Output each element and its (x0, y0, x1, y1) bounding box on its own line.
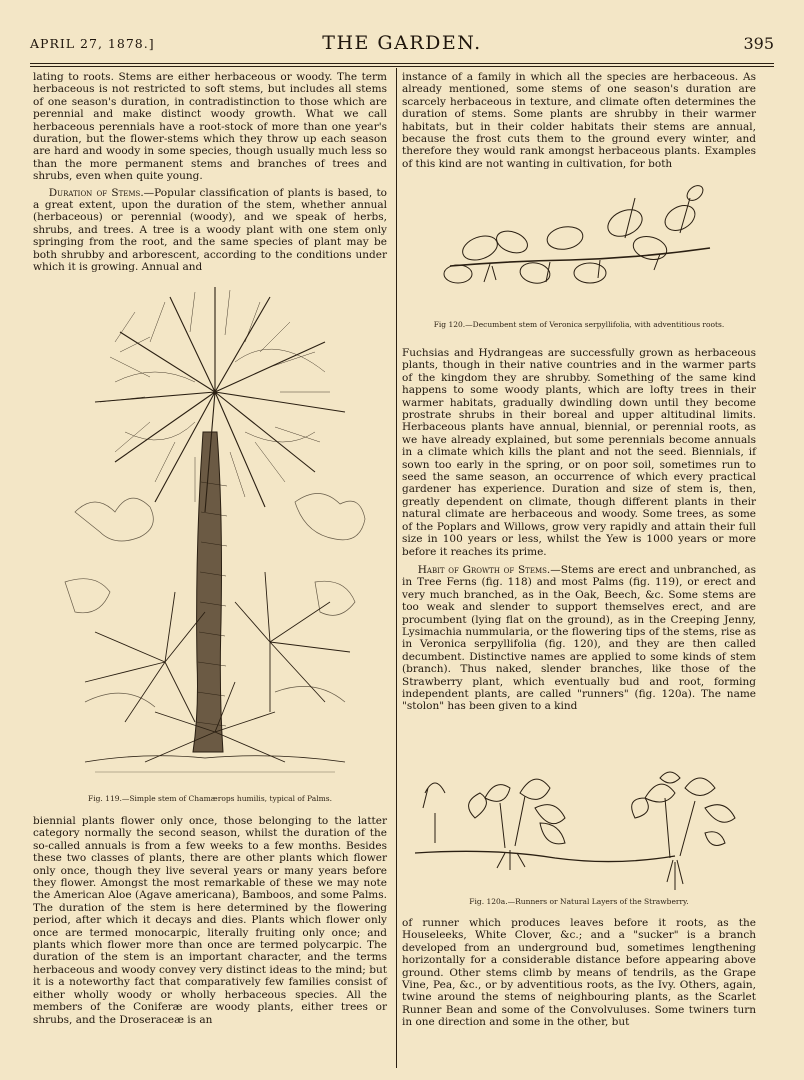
paragraph: Fuchsias and Hydrangeas are successfully grown as herbaceous plants, though in their native countries and in the warmer parts of the kingdom they are shrubby. Something of the same kind happens to some woody plants, which are lofty trees in their warmer habitats, gradually dwindling down until they become prostrate shrubs in their boreal and upper altitudinal limits. Herbaceous plants have annual, biennial, or perennial roots, as we have already explained, but some perennials become annuals in a climate which kills the plant and not the seed. Biennials, if sown too early in the spring, or on poor soil, sometimes run to seed the same season, an occurrence of which every practical gardener has experience. Duration and size of stem is, then, greatly dependent on climate, though different plants in their natural climate are herbaceous and woody. Some trees, as some of the Poplars and Willows, grow very rapidly and attain their full size in 100 years or less, whilst the Yew is 1000 years or more before it reaches its prime. (402, 347, 756, 558)
palm-illustration (55, 282, 375, 787)
right-column-top (402, 71, 756, 170)
right-column-middle (402, 347, 756, 713)
header-rule-thin (30, 66, 774, 67)
veronica-illustration (440, 178, 720, 308)
strawberry-illustration (405, 758, 760, 893)
left-column-top (33, 71, 387, 274)
page-number: 395 (743, 34, 774, 53)
paragraph: instance of a family in which all the species are herbaceous. As already mentioned, some stems of one season's duration are scarcely herbaceous in texture, and climate often determines the duration of stems. Some plants are shrubby in their warmer habitats, but in their colder habitats their stems are annual, because the frost cuts them to the ground every winter, and therefore they would rank amongst herbaceous plants. Examples of this kind are not wanting in cultivation, for both (402, 71, 756, 170)
left-column-bottom (33, 815, 387, 1026)
header-rule (30, 63, 774, 64)
paragraph: biennial plants flower only once, those belonging to the latter category normally the second season, whilst the duration of the so-called annuals is from a few weeks to a few months. Besides these two classes of plants, there are other plants which flower only once, though they live several years or many years before they flower. Amongst the most remarkable of these we may note the American Aloe (Agave americana), Bamboos, and some Palms. The duration of the stem is here determined by the flowering period, after which it decays and dies. Plants which flower only once are termed monocarpic, literally fruiting only once; and plants which flower more than once are termed polycarpic. The duration of the stem is an important character, and the terms herbaceous and woody convey very distinct ideas to the mind; but it is a noteworthy fact that comparatively few families consist of either wholly woody or wholly herbaceous species. All the members of the Coniferæ are woody plants, either trees or shrubs, and the Droseraceæ is an (33, 815, 387, 1026)
publication-title: THE GARDEN. (322, 32, 482, 54)
paragraph: Habit of Growth of Stems.—Stems are erect and unbranched, as in Tree Ferns (fig. 118) and most Palms (fig. 119), or erect and very much branched, as in the Oak, Beech, &c. Some stems are too weak and slender to support themselves erect, and are procumbent (lying flat on the ground), as in the Creeping Jenny, Lysimachia nummularia, or the flowering tips of the stems, rise as in Veronica serpyllifolia (fig. 120), and they are then called decumbent. Distinctive names are applied to some kinds of stem (branch). Thus naked, slender branches, like those of the Strawberry plant, which eventually bud and root, forming independent plants, are called "runners" (fig. 120a). The name "stolon" has been given to a kind (402, 563, 756, 713)
paragraph: lating to roots. Stems are either herbaceous or woody. The term herbaceous is not restricted to soft stems, but includes all stems of one season's duration, in contradistinction to those which are perennial and make distinct woody growth. What we call herbaceous perennials have a root-stock of more than one year's duration, but the flower-stems which they throw up each season are hard and woody in some species, though usually much less so than the more permanent stems and branches of trees and shrubs, even when quite young. (33, 71, 387, 183)
issue-date: APRIL 27, 1878.] (30, 36, 155, 51)
fig120-caption: Fig 120.—Decumbent stem of Veronica serpyllifolia, with adventitious roots. (433, 320, 725, 329)
right-column-bottom (402, 917, 756, 1029)
section-heading: Habit of Growth of Stems. (417, 563, 551, 576)
column-divider (396, 68, 397, 1068)
fig119-caption: Fig. 119.—Simple stem of Chamærops humilis, typical of Palms. (88, 794, 332, 803)
paragraph: of runner which produces leaves before it roots, as the Houseleeks, White Clover, &c.; and a "sucker" is a branch developed from an underground bud, sometimes lengthening horizontally for a considerable distance before appearing above ground. Other stems climb by means of tendrils, as the Grape Vine, Pea, &c., or by adventitious roots, as the Ivy. Others, again, twine around the stems of neighbouring plants, as the Scarlet Runner Bean and some of the Convolvuluses. Some twiners turn in one direction and some in the other, but (402, 917, 756, 1029)
section-heading: Duration of Stems. (48, 186, 144, 199)
fig120a-caption: Fig. 120a.—Runners or Natural Layers of the Strawberry. (469, 897, 689, 906)
paragraph: Duration of Stems.—Popular classification of plants is based, to a great extent, upon the duration of the stem, whether annual (herbaceous) or perennial (woody), and we speak of herbs, shrubs, and trees. A tree is a woody plant with one stem only springing from the root, and the same species of plant may be both shrubby and arborescent, according to the conditions under which it is growing. Annual and (33, 186, 387, 274)
page-header (30, 30, 774, 60)
